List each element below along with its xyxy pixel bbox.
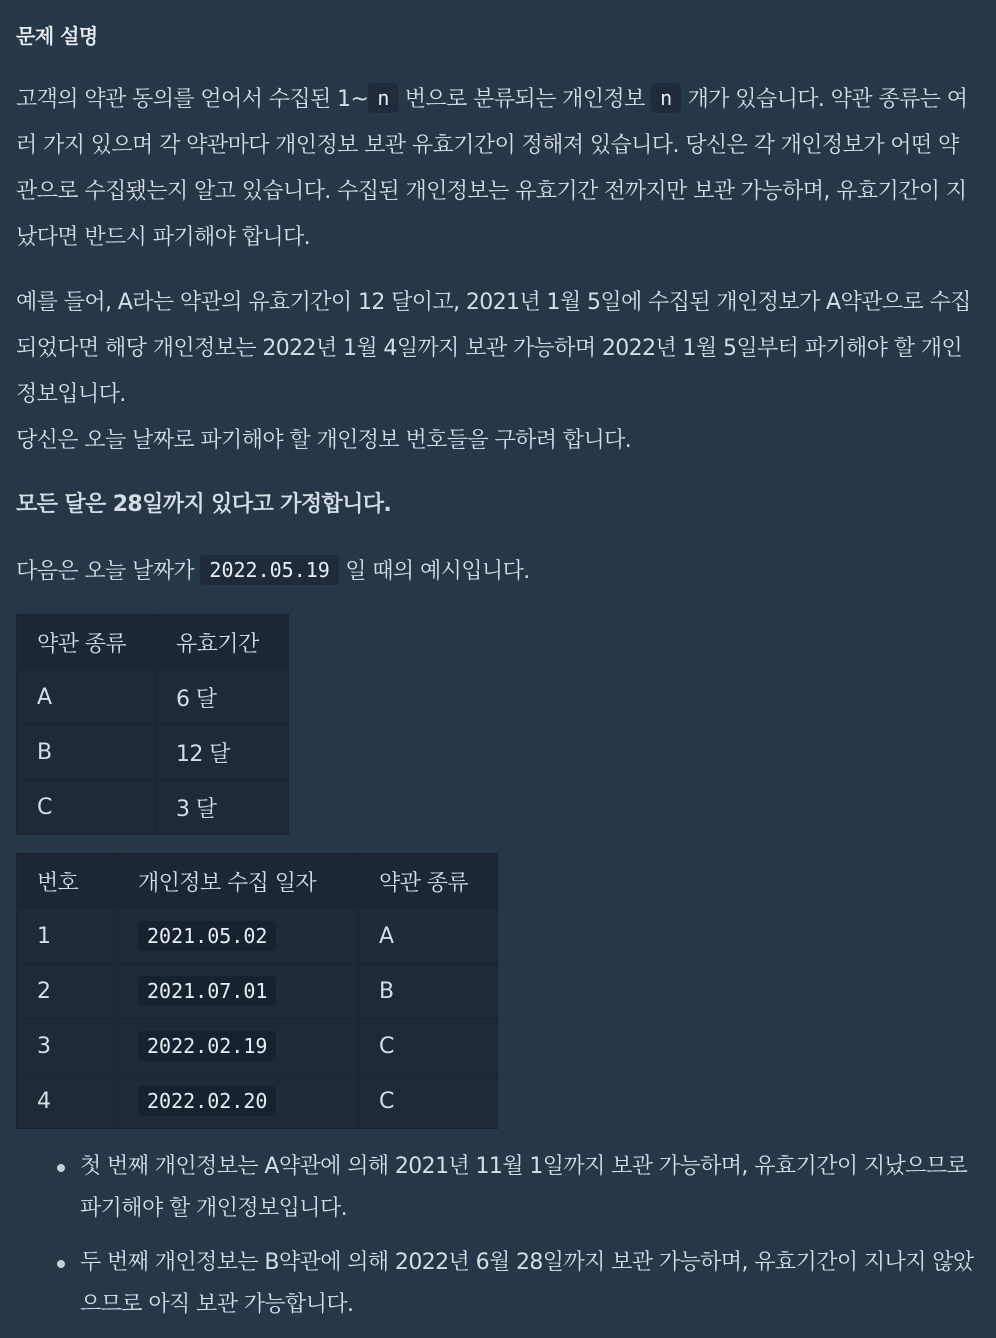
explanation-list — [16, 1146, 978, 1338]
table-header-row — [17, 854, 498, 909]
inline-code-n: n — [368, 83, 398, 113]
table-row — [17, 1074, 498, 1129]
date-cell — [118, 1074, 359, 1129]
table-row — [17, 670, 289, 725]
section-heading: 문제 설명 — [16, 24, 98, 48]
date-cell — [118, 1019, 359, 1074]
term-type-cell: B — [17, 725, 156, 780]
term-type-cell: A — [359, 909, 498, 964]
terms-table — [16, 614, 289, 835]
term-type-cell: C — [359, 1019, 498, 1074]
number-cell: 2 — [17, 964, 118, 1019]
intro-text-3: 개가 있습니다. 약관 종류는 여러 가지 있으며 각 약관마다 개인정보 보관 유효기간이 정해져 있습니다. 당신은 각 개인정보가 어떤 약관으로 수집됐는지 알고 있습니다. 수집된 개인정보는 유효기간 전까지만 보관 가능하며, 유효기간이 지났다면 반드시 파기해야 합니다. — [16, 87, 968, 250]
date-code: 2021.07.01 — [138, 976, 276, 1006]
today-paragraph — [16, 549, 978, 595]
table-row — [17, 964, 498, 1019]
term-duration-cell: 6 달 — [156, 670, 289, 725]
list-item: 첫 번째 개인정보는 A약관에 의해 2021년 11월 1일까지 보관 가능하며, 유효기간이 지났으므로 파기해야 할 개인정보입니다. — [80, 1146, 978, 1230]
column-header: 번호 — [17, 854, 118, 909]
intro-text-2: 번으로 분류되는 개인정보 — [398, 87, 652, 112]
date-cell — [118, 964, 359, 1019]
term-type-cell: A — [17, 670, 156, 725]
intro-text-1: 고객의 약관 동의를 얻어서 수집된 1~ — [16, 87, 369, 112]
intro-paragraph — [16, 77, 978, 261]
date-code: 2022.02.19 — [138, 1031, 276, 1061]
term-duration-cell: 3 달 — [156, 780, 289, 835]
example-paragraph — [16, 280, 978, 464]
column-header: 약관 종류 — [17, 615, 156, 670]
term-type-cell: C — [17, 780, 156, 835]
number-cell: 4 — [17, 1074, 118, 1129]
date-code: 2022.02.20 — [138, 1086, 276, 1116]
today-text-1: 다음은 오늘 날짜가 — [16, 559, 201, 584]
table-row — [17, 1019, 498, 1074]
term-type-cell: B — [359, 964, 498, 1019]
number-cell: 1 — [17, 909, 118, 964]
inline-code-n: n — [651, 83, 681, 113]
column-header: 유효기간 — [156, 615, 289, 670]
goal-text: 당신은 오늘 날짜로 파기해야 할 개인정보 번호들을 구하려 합니다. — [16, 428, 632, 453]
term-type-cell: C — [359, 1074, 498, 1129]
assumption-paragraph: 모든 달은 28일까지 있다고 가정합니다. — [16, 492, 392, 517]
list-item: 두 번째 개인정보는 B약관에 의해 2022년 6월 28일까지 보관 가능하며, 유효기간이 지나지 않았으므로 아직 보관 가능합니다. — [80, 1242, 978, 1326]
inline-code-today: 2022.05.19 — [200, 555, 338, 585]
number-cell: 3 — [17, 1019, 118, 1074]
privacy-table — [16, 853, 498, 1129]
column-header: 개인정보 수집 일자 — [118, 854, 359, 909]
term-duration-cell: 12 달 — [156, 725, 289, 780]
table-header-row — [17, 615, 289, 670]
column-header: 약관 종류 — [359, 854, 498, 909]
table-row — [17, 780, 289, 835]
date-cell — [118, 909, 359, 964]
example-text: 예를 들어, A라는 약관의 유효기간이 12 달이고, 2021년 1월 5일에 수집된 개인정보가 A약관으로 수집되었다면 해당 개인정보는 2022년 1월 4일까지 보관 가능하며 2022년 1월 5일부터 파기해야 할 개인정보입니다. — [16, 290, 971, 407]
table-row — [17, 909, 498, 964]
today-text-2: 일 때의 예시입니다. — [338, 559, 530, 584]
date-code: 2021.05.02 — [138, 921, 276, 951]
table-row — [17, 725, 289, 780]
